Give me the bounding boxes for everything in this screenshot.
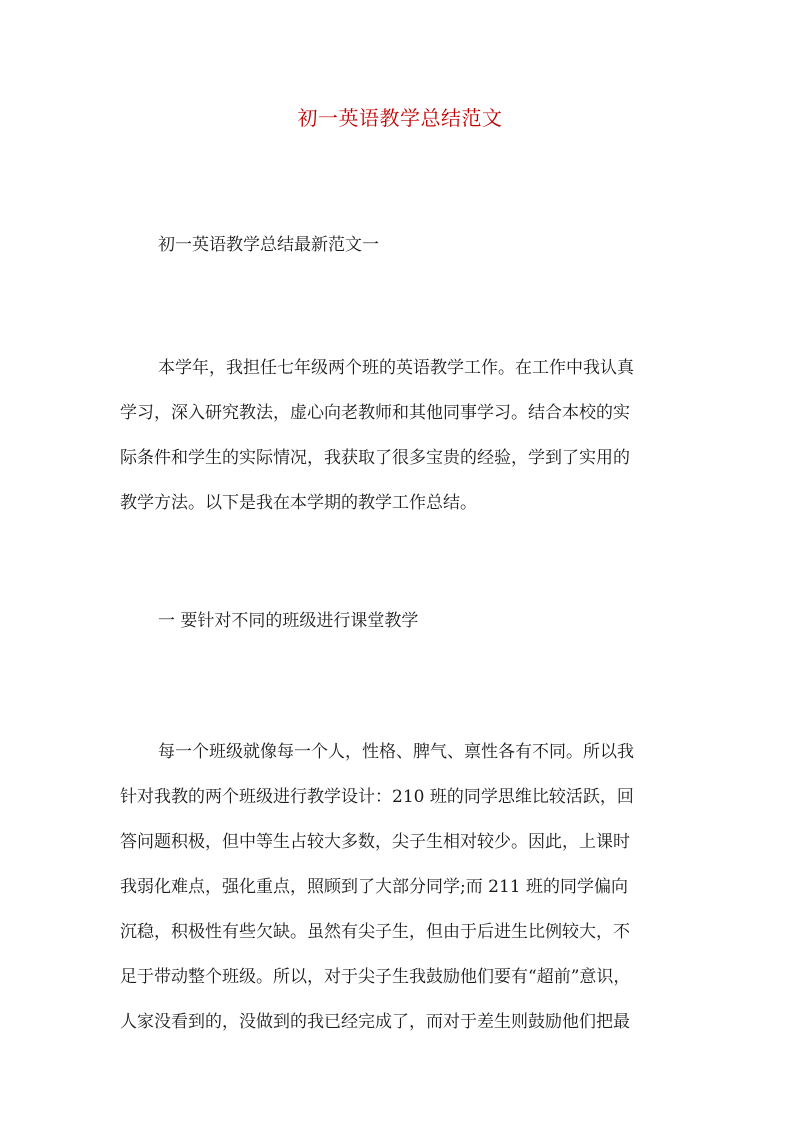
paragraph-line: 本学年，我担任七年级两个班的英语教学工作。在工作中我认真 — [158, 358, 634, 378]
document-title: 初一英语教学总结范文 — [297, 106, 503, 130]
section-heading: 一 要针对不同的班级进行课堂教学 — [158, 611, 419, 631]
paragraph-line: 沉稳，积极性有些欠缺。虽然有尖子生，但由于后进生比例较大，不 — [120, 922, 630, 942]
paragraph-line: 教学方法。以下是我在本学期的教学工作总结。 — [120, 493, 477, 513]
document-subtitle: 初一英语教学总结最新范文一 — [158, 235, 379, 255]
paragraph-line: 足于带动整个班级。所以，对于尖子生我鼓励他们要有“超前”意识， — [120, 967, 631, 987]
paragraph-line: 我弱化难点，强化重点，照顾到了大部分同学;而 211 班的同学偏向 — [120, 877, 628, 897]
paragraph-line: 学习，深入研究教法，虚心向老教师和其他同事学习。结合本校的实 — [120, 403, 630, 423]
intro-paragraph — [120, 346, 684, 526]
paragraph-line: 答问题积极，但中等生占较大多数，尖子生相对较少。因此，上课时 — [120, 832, 630, 852]
paragraph-line: 际条件和学生的实际情况，我获取了很多宝贵的经验，学到了实用的 — [120, 448, 630, 468]
paragraph-line: 针对我教的两个班级进行教学设计：210 班的同学思维比较活跃，回 — [120, 787, 634, 807]
paragraph-line: 人家没看到的，没做到的我已经完成了，而对于差生则鼓励他们把最 — [120, 1012, 630, 1032]
section-paragraph — [120, 730, 684, 1045]
paragraph-line: 每一个班级就像每一个人，性格、脾气、禀性各有不同。所以我 — [158, 742, 634, 762]
